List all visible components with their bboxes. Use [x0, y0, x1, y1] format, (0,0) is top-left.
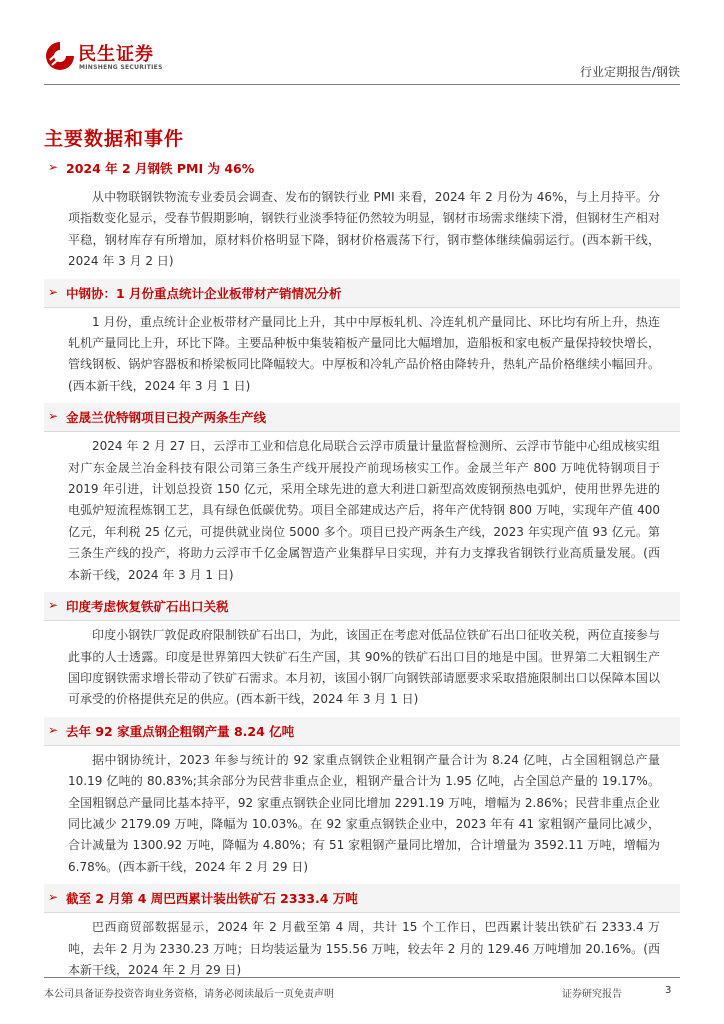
minsheng-logo — [44, 40, 184, 76]
section-heading — [44, 884, 680, 913]
news-sections — [44, 154, 680, 987]
section-body: 2024 年 2 月 27 日，云浮市工业和信息化局联合云浮市质量计量监督检测所、云浮市节能中心组成核实组对广东金晟兰冶金科技有限公司第三条生产线开展投产前现场核实工作。金晟兰年产 800 万吨优特钢项目于 2019 年引进，计划总投资 150 亿元，采用全球先进的意大利进口新型高效废钢预热电弧炉，使用世界先进的电弧炉短流程炼钢工艺，具有绿色低碳优势。项目全部建成达产后，将年产优特钢 800 万吨，实现年产值 400 亿元，年利税 25 亿元，可提供就业岗位 5000 多个。项目已投产两条生产线，2023 年实现产值 93 亿元。第三条生产线的投产，将助力云浮市千亿金属智造产业集群早日实现，并有力支撑我省钢铁行业高质量发展。(西本新干线，2024 年 3 月 1 日) — [68, 439, 660, 582]
section-title: 印度考虑恢复铁矿石出口关税 — [66, 599, 229, 615]
footer-disclaimer: 本公司具备证券投资咨询业务资格，请务必阅读最后一页免责声明 — [44, 989, 334, 1000]
section-body: 印度小钢铁厂敦促政府限制铁矿石出口，为此，该国正在考虑对低品位铁矿石出口征收关税，两位直接参与此事的人士透露。印度是世界第四大铁矿石生产国，其 90%的铁矿石出口目的地是中国。世界第二大粗钢生产国印度钢铁需求增长带动了铁矿石需求。本月初，该国小钢厂向钢铁部请愿要求采取措施限制出口以保障本国以可承受的价格提供充足的供应。(西本新干线，2024 年 3 月 1 日) — [68, 628, 660, 707]
section-body: 从中物联钢铁物流专业委员会调查、发布的钢铁行业 PMI 来看，2024 年 2 月份为 46%，与上月持平。分项指数变化显示，受春节假期影响，钢铁行业淡季特征仍然较为明显，钢材市场需求继续下滑，但钢材生产相对平稳，钢材库存有所增加，原材料价格明显下降，钢材价格震荡下行，钢市整体继续偏弱运行。(西本新干线，2024 年 3 月 2 日) — [68, 190, 660, 269]
section-heading — [44, 154, 680, 183]
logo-cn-text: 民生证券 — [78, 44, 154, 65]
section-jinshenglan-project — [44, 403, 680, 592]
footer-label: 证券研究报告 — [562, 989, 622, 1000]
section-heading — [44, 279, 680, 308]
arrow-bullet-icon: ➢ — [48, 722, 59, 737]
arrow-bullet-icon: ➢ — [48, 598, 59, 613]
header-divider — [44, 84, 680, 85]
section-heading — [44, 717, 680, 746]
arrow-bullet-icon: ➢ — [48, 890, 59, 905]
section-body: 巴西商贸部数据显示，2024 年 2 月截至第 4 周，共计 15 个工作日，巴西累计装出铁矿石 2333.4 万吨，去年 2 月为 2330.23 万吨；日均装运量为 155.56 万吨，较去年 2 月的 129.46 万吨增加 20.16%。(西本新干线，2024 年 2 月 29 日) — [68, 920, 660, 977]
section-brazil-iron-ore — [44, 884, 680, 987]
section-heading — [44, 403, 680, 432]
section-92-key-enterprises — [44, 717, 680, 884]
section-title: 金晟兰优特钢项目已投产两条生产线 — [66, 410, 267, 426]
page-header — [0, 0, 724, 86]
arrow-bullet-icon: ➢ — [48, 409, 59, 424]
report-type: 行业定期报告/钢铁 — [579, 65, 680, 79]
section-title: 截至 2 月第 4 周巴西累计装出铁矿石 2333.4 万吨 — [66, 891, 358, 907]
page-number: 3 — [665, 985, 672, 996]
section-strip-plate-analysis — [44, 279, 680, 404]
section-heading — [44, 592, 680, 621]
section-india-iron-ore — [44, 592, 680, 717]
footer-divider — [44, 977, 680, 978]
section-title: 去年 92 家重点钢企粗钢产量 8.24 亿吨 — [66, 723, 295, 739]
page-title: 主要数据和事件 — [44, 128, 185, 150]
section-body: 1 月份，重点统计企业板带材产量同比上升，其中中厚板轧机、冷连轧机产量同比、环比均有所上升，热连轧机产量同比上升，环比下降。主要品种板中集装箱板产量同比大幅增加，造船板和家电板产量保持较快增长，管线钢板、锅炉容器板和桥梁板同比降幅较大。中厚板和冷轧产品价格由降转升，热轧产品价格继续小幅回升。(西本新干线，2024 年 3 月 1 日) — [68, 314, 660, 393]
section-title: 2024 年 2 月钢铁 PMI 为 46% — [66, 161, 255, 176]
minsheng-logo-icon — [44, 40, 76, 72]
arrow-bullet-icon: ➢ — [48, 160, 59, 174]
section-title: 中钢协：1 月份重点统计企业板带材产销情况分析 — [66, 285, 342, 301]
section-steel-pmi — [44, 154, 680, 279]
section-body: 据中钢协统计，2023 年参与统计的 92 家重点钢铁企业粗钢产量合计为 8.24 亿吨，占全国粗钢总产量 10.19 亿吨的 80.83%;其余部分为民营非重点企业，粗钢产量合计为 1.95 亿吨，占全国总产量的 19.17%。全国粗钢总产量同比基本持平，92 家重点钢铁企业同比增加 2291.19 万吨，增幅为 2.86%；民营非重点企业同比减少 2179.09 万吨，降幅为 10.03%。在 92 家重点钢铁企业中，2023 年有 41 家粗钢产量同比减少，合计减量为 1300.92 万吨，降幅为 4.80%；有 51 家粗钢产量同比增加，合计增量为 3592.11 万吨，增幅为 6.78%。(西本新干线，2024 年 2 月 29 日) — [68, 752, 660, 874]
logo-en-text: MINSHENG SECURITIES — [79, 64, 163, 71]
arrow-bullet-icon: ➢ — [48, 284, 59, 299]
